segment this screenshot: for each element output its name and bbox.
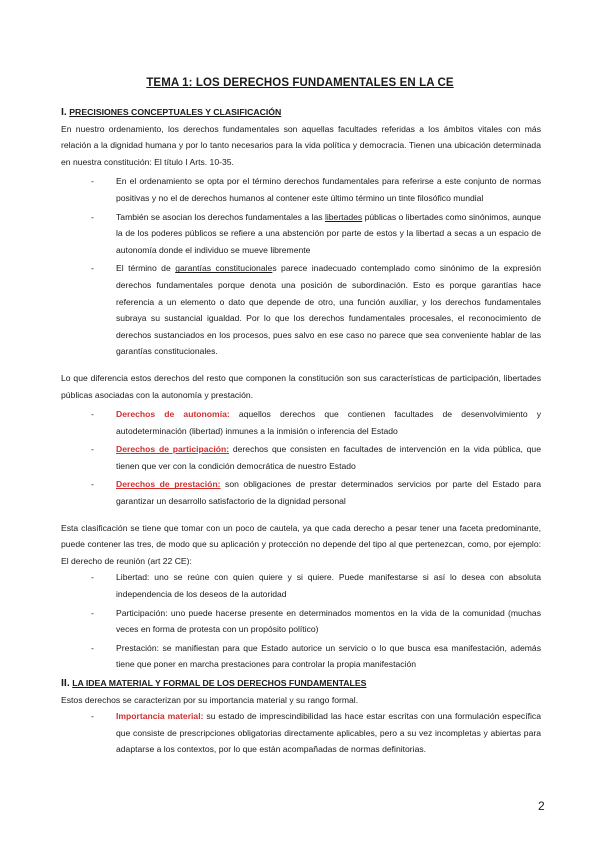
material-list [61, 708, 541, 758]
concept-bullet-3-start: El término de [116, 263, 176, 274]
concept-list [61, 173, 541, 360]
type-desc-autonomia: aquellos derechos que contienen facultades de desenvolvimiento y autodeterminación (libertad) inmunes a la inmisión o inferencia del Estado [116, 409, 542, 436]
type-term-autonomia: Derechos de autonomía: [116, 409, 230, 420]
example-libertad: Libertad: uno se reúne con quien quiere y si quiere. Puede manifestarse si así lo desea con absoluta independencia de los deseos de la autoridad [116, 572, 541, 600]
section-1-number: I. [61, 106, 67, 118]
type-term-participacion: Derechos de participación: [116, 444, 230, 455]
example-prestacion: Prestación: se manifiestan para que Estado autorice un servicio o lo que busca esa manifestación, además tiene que poner en marcha prestaciones para controlar la propia manifestación [116, 642, 541, 670]
list-item: - Prestación: se manifiestan para que Estado autorice un servicio o lo que busca esa manifestación, además tiene que poner en marcha prestaciones para controlar la propia manifestación [91, 642, 541, 670]
type-desc-prestacion: son obligaciones de prestar determinados servicios por parte del Estado para garantizar un desarrollo satisfactorio de la dignidad personal [116, 479, 541, 507]
garantias-term: garantías constitucionale [175, 263, 273, 274]
list-item: - Libertad: uno se reúne con quien quiere y si quiere. Puede manifestarse si así lo desea con absoluta independencia de los deseos de la autoridad [91, 572, 541, 600]
list-item: - Importancia material: su estado de imprescindibilidad las hace estar escritas con una formulación específica que consiste de prescripciones obligatorias directamente aplicables, pero a su vez incompletas y abiertas para adaptarse a los contextos, por lo que están acompañadas de normas definitorias. [91, 711, 541, 755]
concept-bullet-1: En el ordenamiento se opta por el término derechos fundamentales para referirse a este conjunto de normas positivas y no el de derechos humanos al contener este último término un tinte filosófico mundial [116, 176, 541, 203]
page-title: TEMA 1: LOS DERECHOS FUNDAMENTALES EN LA CE [146, 77, 454, 89]
importancia-material-term: Importancia material: [116, 711, 204, 722]
list-item: - Derechos de prestación: son obligaciones de prestar determinados servicios por parte del Estado para garantizar un desarrollo satisfactorio de la dignidad personal [91, 479, 541, 507]
section-1-heading [61, 104, 541, 121]
list-item: - En el ordenamiento se opta por el término derechos fundamentales para referirse a este conjunto de normas positivas y no el de derechos humanos al contener este último término un tinte filosófico mundial [91, 176, 541, 203]
type-desc-participacion: derechos que consisten en facultades de intervención en la vida pública, que tienen que ver con la condición democrática de nuestro Estado [116, 444, 541, 471]
section-2-title: LA IDEA MATERIAL Y FORMAL DE LOS DERECHOS FUNDAMENTALES [72, 678, 367, 688]
document-body [61, 104, 541, 760]
section-1-intro: En nuestro ordenamiento, los derechos fundamentales son aquellas facultades referidas a los ámbitos vitales con más relación a la dignidad humana y por lo tanto necesarios para la vida política y democracia. Tienen una ubicación determinada en nuestra constitución: El título I Arts. 10-35. [61, 123, 541, 167]
importancia-material-desc: su estado de imprescindibilidad las hace estar escritas con una formulación específica que consiste de prescripciones obligatorias directamente aplicables, pero a su vez incompletas y abiertas para adaptarse a los contextos, por lo que están acompañadas de normas definitorias. [116, 711, 541, 755]
list-item: - El término de garantías constitucionales parece inadecuado contemplado como sinónimo de la expresión derechos fundamentales porque denota una posición de subordinación. Esto es porque garantías hace referencia a un elemento o dato que depende de otro, una función auxiliar, y los derechos fundamentales subraya su sustancial igualdad. Por lo que los derechos fundamentales procesales, el reconocimiento de derechos sustanciados en los procesos, pues salvo en ese caso no parece que sea conveniente hablar de las garantías constitucionales. [91, 263, 541, 357]
list-item: - Participación: uno puede hacerse presente en determinados momentos en la vida de la comunidad (muchas veces en forma de protesta con un propósito político) [91, 607, 541, 635]
concept-bullet-2-rest: públicas o libertades como sinónimos, aunque la de los poderes públicos se refiere a una abstención por parte de estos y la libertad a secas a un espacio de autonomía donde el individuo se mueve libremente [116, 211, 541, 255]
type-term-prestacion: Derechos de prestación: [116, 479, 221, 490]
page-number: 2 [538, 799, 545, 813]
characteristics-paragraph: Lo que diferencia estos derechos del resto que componen la constitución son sus características de participación, libertades públicas asociadas con la autonomía y prestación. [61, 372, 541, 400]
section-2-number: II. [61, 677, 70, 689]
concept-bullet-3-rest: s parece inadecuado contemplado como sinónimo de la expresión derechos fundamentales porque denota una posición de subordinación. Esto es porque garantías hace referencia a un elemento o dato que depende de otro, una función auxiliar, y los derechos fundamentales subraya su sustancial igualdad. Por lo que los derechos fundamentales procesales, el reconocimiento de derechos sustanciados en los procesos, pues salvo en ese caso no parece que sea conveniente hablar de las garantías constitucionales. [116, 263, 541, 357]
example-participacion: Participación: uno puede hacerse presente en determinados momentos en la vida de la comunidad (muchas veces en forma de protesta con un propósito político) [116, 607, 541, 635]
section-2-intro: Estos derechos se caracterizan por su importancia material y su rango formal. [61, 694, 359, 705]
list-item: - También se asocian los derechos fundamentales a las libertades públicas o libertades como sinónimos, aunque la de los poderes públicos se refiere a una abstención por parte de estos y la libertad a secas a un espacio de autonomía donde el individuo se mueve libremente [91, 211, 541, 255]
section-1-title: PRECISIONES CONCEPTUALES Y CLASIFICACIÓN [69, 107, 282, 117]
list-item: - Derechos de autonomía: aquellos derechos que contienen facultades de desenvolvimiento y autodeterminación (libertad) inmunes a la inmisión o inferencia del Estado [91, 409, 542, 436]
libertades-term: libertades [324, 211, 363, 222]
rights-types-list [61, 406, 541, 510]
concept-bullet-2-start: También se asocian los derechos fundamentales a las [116, 211, 325, 222]
section-2-heading [61, 675, 541, 692]
caution-paragraph: Esta clasificación se tiene que tomar con un poco de cautela, ya que cada derecho a pesar tener una faceta predominante, puede contener las tres, de modo que su aplicación y protección no depende del tipo al que pertenezcan, como, por ejemplo: El derecho de reunión (art 22 CE): [61, 522, 541, 566]
list-item: - Derechos de participación: derechos que consisten en facultades de intervención en la vida pública, que tienen que ver con la condición democrática de nuestro Estado [91, 444, 541, 471]
reunion-examples-list [61, 569, 541, 673]
